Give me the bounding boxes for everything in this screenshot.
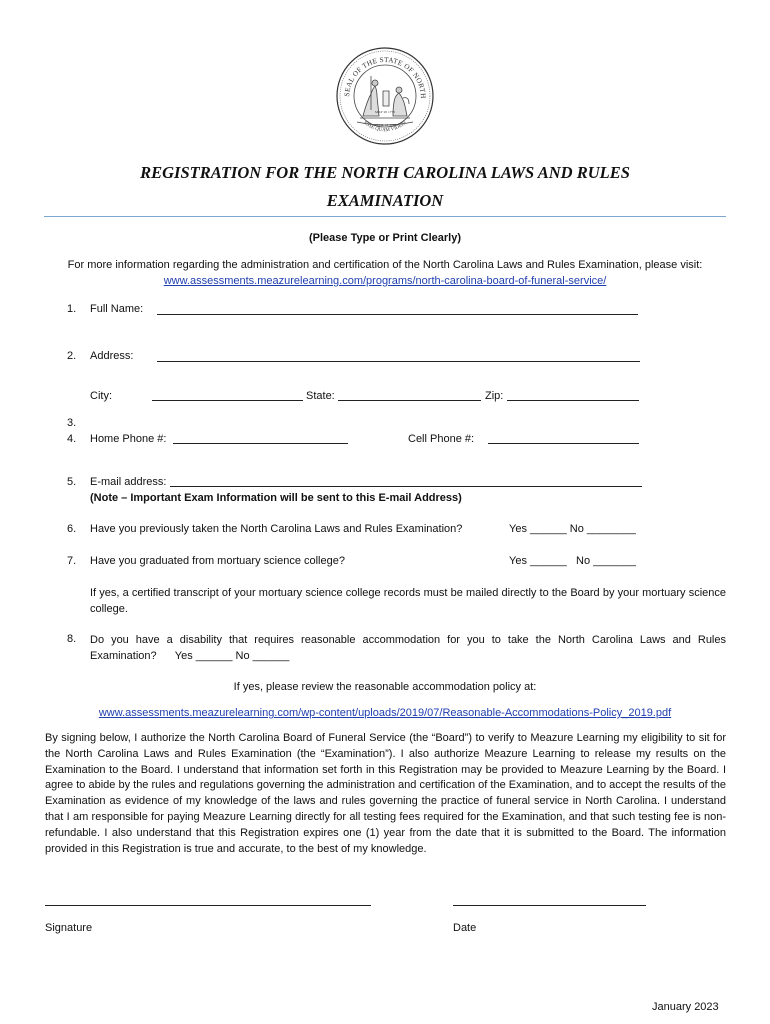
signature-field[interactable] — [45, 905, 371, 906]
city-field[interactable] — [152, 400, 303, 401]
info-link[interactable]: www.assessments.meazurelearning.com/programs/north-carolina-board-of-funeral-service/ — [163, 275, 607, 287]
cell-phone-label: Cell Phone #: — [408, 433, 475, 445]
form-title-line1: REGISTRATION FOR THE NORTH CAROLINA LAWS AND RULES — [140, 163, 630, 182]
seal-date-text: MAY 20 1775 — [375, 110, 395, 114]
email-field[interactable] — [170, 486, 642, 487]
full-name-field[interactable] — [157, 314, 638, 315]
north-carolina-seal — [335, 46, 435, 146]
item-number-4: 4. — [67, 433, 77, 445]
footer-revision-date: January 2023 — [652, 1001, 719, 1013]
signature-label: Signature — [45, 922, 93, 934]
full-name-label: Full Name: — [90, 303, 144, 315]
question-disability: Do you have a disability that requires reasonable accommodation for you to take the North Carolina Laws and Rules — [90, 634, 726, 646]
seal-date2-text: APRIL 12 1776 — [373, 123, 397, 127]
question-graduated: Have you graduated from mortuary science college? — [90, 555, 345, 567]
accommodation-policy-link[interactable]: www.assessments.meazurelearning.com/wp-content/uploads/2019/07/Reasonable-Accommodations-Policy_2019.pdf — [98, 707, 672, 719]
home-phone-label: Home Phone #: — [90, 433, 167, 445]
address-label: Address: — [90, 350, 134, 362]
state-field[interactable] — [338, 400, 481, 401]
info-text: For more information regarding the administration and certification of the North Carolina Laws and Rules Examination, please visit: — [67, 259, 703, 271]
home-phone-field[interactable] — [173, 443, 348, 444]
city-label: City: — [90, 390, 112, 402]
previously-taken-yes-no[interactable]: Yes ______ No ________ — [509, 523, 636, 535]
question-previously-taken: Have you previously taken the North Carolina Laws and Rules Examination? — [90, 523, 463, 535]
seal-motto-text: ESSE QUAM VIDERI — [362, 120, 408, 134]
seal-top-text: SEAL OF THE STATE OF NORTH — [342, 55, 428, 99]
item-number-5: 5. — [67, 476, 77, 488]
zip-label: Zip: — [485, 390, 504, 402]
date-label: Date — [453, 922, 477, 934]
title-divider — [44, 216, 726, 217]
svg-text:THE GREAT SEAL OF THE STATE OF — [335, 46, 427, 99]
form-title-line2: EXAMINATION — [326, 191, 444, 210]
date-field[interactable] — [453, 905, 646, 906]
address-field[interactable] — [157, 361, 640, 362]
state-label: State: — [306, 390, 335, 402]
email-label: E-mail address: — [90, 476, 167, 488]
graduated-no[interactable]: No _______ — [576, 555, 636, 567]
consent-paragraph: By signing below, I authorize the North Carolina Board of Funeral Service (the “Board”) to verify to Meazure Learning my eligibility to sit for the North Carolina Laws and Rules Examination (the “Examination”). I also authorize Meazure Learning to release my results on the Examination to the Board. I understand that information set forth in this Registration may be provided to Meazure Learning by the Board. I agree to abide by the rules and regulations governing the administration and certification of the Examination, and to accept the results of the Examination as evidence of my knowledge of the laws and rules governing the practice of funeral service in North Carolina. I understand that I am responsible for paying Meazure Learning directly for all testing fees required for the Examination, and that such testing fee is non-refundable. I also understand that this Registration expires one (1) year from the date that it is submitted to the Board. The information provided in this Registration is true and accurate, to the best of my knowledge. — [45, 732, 726, 855]
graduated-yes[interactable]: Yes ______ — [509, 555, 567, 567]
item-number-7: 7. — [67, 555, 77, 567]
zip-field[interactable] — [507, 400, 639, 401]
print-instruction: (Please Type or Print Clearly) — [308, 232, 462, 244]
cell-phone-field[interactable] — [488, 443, 639, 444]
accommodation-text: If yes, please review the reasonable accommodation policy at: — [233, 681, 537, 693]
email-note: (Note – Important Exam Information will be sent to this E-mail Address) — [90, 492, 462, 504]
item-number-1: 1. — [67, 303, 77, 315]
item-number-2: 2. — [67, 350, 77, 362]
disability-yes-no[interactable]: Examination? Yes ______ No ______ — [90, 650, 290, 662]
item-number-8: 8. — [67, 633, 77, 645]
transcript-note: If yes, a certified transcript of your mortuary science college records must be mailed directly to the Board by your mortuary science college. — [90, 587, 726, 615]
item-number-3: 3. — [67, 417, 77, 429]
item-number-6: 6. — [67, 523, 77, 535]
